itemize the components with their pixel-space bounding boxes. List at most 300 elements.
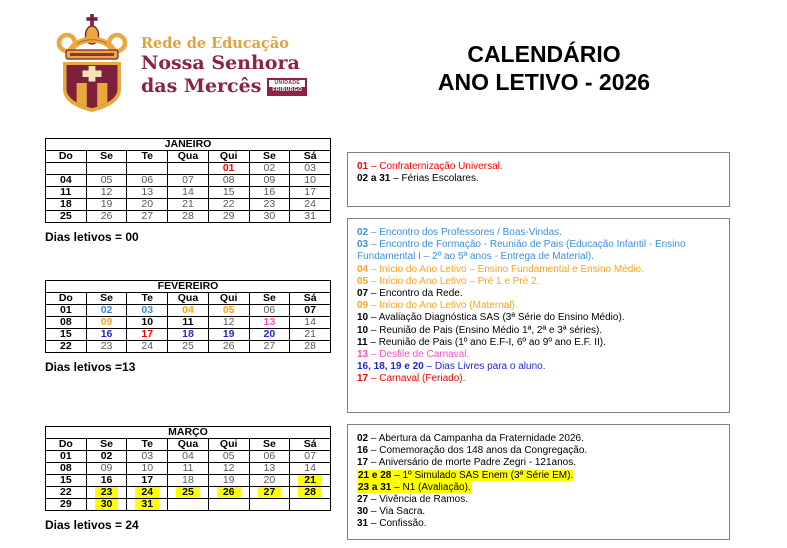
school-logo [53, 13, 307, 113]
day-cell [208, 499, 249, 511]
day-cell [86, 499, 127, 511]
day-header: Se [249, 439, 290, 451]
events-box-marco [347, 424, 730, 540]
event-text: 11 – Reunião de Pais (1º ano E.F-I, 6º ao 9º ano E.F. II). [357, 336, 606, 348]
day-cell [46, 451, 87, 463]
day-number: 29 [60, 498, 72, 510]
day-header: Qua [168, 293, 209, 305]
day-number: 10 [304, 174, 316, 186]
day-number: 20 [263, 474, 276, 486]
day-number: 30 [95, 499, 119, 510]
day-number: 09 [263, 174, 276, 186]
calendar-table-fevereiro [45, 280, 331, 353]
day-cell [208, 163, 249, 175]
day-cell [208, 487, 249, 499]
day-number: 23 [95, 487, 119, 498]
day-cell [290, 317, 331, 329]
day-number: 20 [263, 328, 276, 340]
event-item [357, 227, 720, 239]
day-number: 16 [100, 328, 113, 340]
day-number: 22 [60, 486, 72, 498]
event-day: 11 [357, 336, 368, 348]
day-header: Do [46, 439, 87, 451]
day-cell [249, 187, 290, 199]
day-cell [290, 329, 331, 341]
day-number: 04 [182, 450, 194, 462]
day-number: 27 [258, 487, 282, 498]
day-cell [249, 329, 290, 341]
day-number: 20 [141, 198, 154, 210]
event-item [357, 239, 720, 263]
event-day: 02 [357, 433, 369, 444]
day-cell [208, 199, 249, 211]
day-number: 14 [304, 462, 316, 474]
day-number: 25 [182, 340, 194, 352]
event-day: 05 [357, 275, 369, 287]
dias-letivos-label-marco: Dias letivos = 24 [45, 518, 139, 532]
event-day: 02 [357, 227, 369, 238]
event-item [357, 264, 720, 276]
day-number: 11 [60, 186, 72, 198]
day-number: 30 [263, 210, 276, 222]
day-number: 10 [141, 462, 154, 474]
day-number: 12 [222, 316, 235, 328]
day-header: Se [86, 151, 127, 163]
month-block-marco [45, 426, 331, 532]
day-number: 15 [60, 474, 72, 486]
unit-badge [267, 78, 307, 96]
unit-badge-bottom: FRIBURGO [269, 87, 305, 94]
day-cell [46, 211, 87, 223]
day-number: 06 [263, 450, 276, 462]
day-cell [86, 329, 127, 341]
day-cell [46, 341, 87, 353]
day-number: 28 [304, 340, 316, 352]
day-number: 05 [222, 450, 235, 462]
event-text: 16, 18, 19 e 20 – Dias Livres para o aluno. [357, 361, 546, 373]
day-cell [249, 451, 290, 463]
event-day: 13 [357, 349, 369, 361]
day-number: 01 [60, 450, 72, 462]
day-cell [168, 463, 209, 475]
day-cell [290, 305, 331, 317]
day-cell [249, 305, 290, 317]
event-text: 02 – Encontro dos Professores / Boas-Vindas. [357, 227, 562, 238]
day-cell [86, 175, 127, 187]
day-number: 07 [182, 174, 194, 186]
day-cell [168, 317, 209, 329]
event-day: 31 [357, 518, 369, 530]
event-item [357, 470, 720, 482]
event-item [357, 300, 720, 312]
day-header: Do [46, 293, 87, 305]
dias-letivos-label-janeiro: Dias letivos = 00 [45, 230, 139, 244]
brand-text [141, 35, 307, 98]
day-cell [127, 329, 168, 341]
day-cell [290, 211, 331, 223]
day-cell [168, 487, 209, 499]
day-number: 17 [304, 186, 316, 198]
day-number: 19 [222, 328, 235, 340]
day-cell [86, 211, 127, 223]
day-number: 18 [182, 328, 194, 340]
month-title-janeiro: JANEIRO [46, 139, 331, 151]
event-text: 30 – Via Sacra. [357, 506, 426, 518]
event-day: 03 [357, 239, 369, 251]
day-cell [290, 499, 331, 511]
event-day: 16 [357, 445, 369, 457]
day-cell [127, 499, 168, 511]
event-day: 30 [357, 506, 369, 518]
day-cell [127, 475, 168, 487]
month-block-janeiro [45, 138, 331, 244]
day-cell [86, 199, 127, 211]
day-number: 24 [141, 340, 154, 352]
day-header: Sá [290, 293, 331, 305]
day-header: Se [86, 293, 127, 305]
event-day: 02 a 31 [357, 173, 391, 185]
day-header: Se [86, 439, 127, 451]
day-number: 11 [182, 462, 194, 474]
page-title-line1: CALENDÁRIO [467, 41, 621, 67]
day-number: 02 [100, 304, 113, 316]
day-cell [290, 487, 331, 499]
day-cell [86, 187, 127, 199]
day-number: 18 [182, 474, 194, 486]
day-cell [127, 341, 168, 353]
day-cell [46, 317, 87, 329]
day-cell [249, 475, 290, 487]
day-cell [86, 163, 127, 175]
day-cell [46, 187, 87, 199]
day-number: 15 [222, 186, 235, 198]
day-number: 13 [141, 186, 154, 198]
day-cell [290, 451, 331, 463]
day-cell [86, 463, 127, 475]
day-cell [208, 175, 249, 187]
day-number: 03 [304, 162, 316, 174]
day-number: 22 [60, 340, 72, 352]
event-day: 17 [357, 457, 369, 469]
day-cell [290, 199, 331, 211]
day-number: 21 [304, 328, 316, 340]
event-text: 17 – Carnaval (Feriado). [357, 373, 466, 385]
page-title-line2: ANO LETIVO - 2026 [437, 69, 651, 95]
event-text: 17 – Aniversário de morte Padre Zegri - 121anos. [357, 457, 577, 469]
event-day: 10 [357, 324, 369, 336]
day-number: 01 [60, 304, 72, 316]
day-number: 23 [100, 340, 113, 352]
day-number: 24 [304, 198, 316, 210]
event-item [357, 506, 720, 518]
day-cell [46, 475, 87, 487]
day-cell [86, 305, 127, 317]
day-cell [127, 175, 168, 187]
day-number: 05 [100, 174, 113, 186]
day-header: Te [127, 293, 168, 305]
day-cell [168, 499, 209, 511]
day-number: 04 [60, 174, 72, 186]
day-header: Te [127, 439, 168, 451]
event-item [357, 361, 720, 373]
day-number: 02 [263, 162, 276, 174]
event-item [357, 482, 720, 494]
day-cell [168, 187, 209, 199]
day-cell [208, 305, 249, 317]
day-cell [127, 317, 168, 329]
day-cell [127, 451, 168, 463]
event-text: 16 – Comemoração dos 148 anos da Congregação. [357, 445, 588, 457]
event-item [357, 494, 720, 506]
day-cell [290, 175, 331, 187]
event-item [357, 337, 720, 349]
event-text: 03 – Encontro de Formação - Reunião de Pais (Educação Infantil - Ensino Fundamental I – 2º ao 5ª anos - Entrega de Material). [357, 239, 686, 263]
day-cell [46, 463, 87, 475]
event-day: 16, 18, 19 e 20 [357, 361, 424, 373]
event-day: 23 a 31 [358, 481, 392, 493]
month-title-fevereiro: FEVEREIRO [46, 281, 331, 293]
day-cell [86, 487, 127, 499]
day-number: 08 [222, 174, 235, 186]
day-number: 19 [222, 474, 235, 486]
event-text: 02 a 31 – Férias Escolares. [357, 173, 479, 185]
day-cell [290, 163, 331, 175]
day-cell [168, 341, 209, 353]
event-day: 07 [357, 288, 369, 300]
day-number: 02 [100, 450, 113, 462]
day-cell [168, 175, 209, 187]
day-number: 29 [222, 210, 235, 222]
day-cell [249, 499, 290, 511]
event-text: 13 – Desfile de Carnaval. [357, 349, 470, 361]
day-number: 21 [298, 475, 322, 486]
calendar-table-janeiro [45, 138, 331, 223]
day-cell [249, 211, 290, 223]
event-day: 27 [357, 494, 369, 506]
day-cell [290, 463, 331, 475]
event-text: 01 – Confraternização Universal. [357, 161, 503, 172]
day-number: 26 [222, 340, 235, 352]
event-item [357, 325, 720, 337]
day-cell [249, 341, 290, 353]
day-number: 04 [182, 304, 194, 316]
day-number: 18 [60, 198, 72, 210]
brand-school-name-line1: Nossa Senhora [141, 52, 300, 74]
event-text: 09 – Início do Ano Letivo (Maternal). [357, 300, 518, 312]
page-title [388, 40, 700, 96]
events-box-janeiro [347, 152, 730, 207]
day-number: 08 [60, 462, 72, 474]
day-number: 27 [141, 210, 154, 222]
day-header: Qui [208, 439, 249, 451]
unit-badge-top: UNIDADE [269, 80, 305, 87]
day-cell [290, 187, 331, 199]
day-cell [46, 499, 87, 511]
day-cell [86, 317, 127, 329]
day-cell [46, 329, 87, 341]
day-cell [249, 487, 290, 499]
event-text: 27 – Vivência de Ramos. [357, 494, 468, 506]
event-day: 21 e 28 [358, 469, 392, 481]
events-box-fevereiro [347, 218, 730, 413]
day-header: Se [249, 293, 290, 305]
day-number: 13 [263, 462, 276, 474]
day-cell [208, 451, 249, 463]
day-number: 15 [60, 328, 72, 340]
event-text: 31 – Confissão. [357, 518, 427, 530]
day-cell [127, 187, 168, 199]
day-number: 09 [100, 462, 113, 474]
event-item [357, 288, 720, 300]
calendar-table-marco [45, 426, 331, 511]
day-header: Qua [168, 151, 209, 163]
day-number: 26 [100, 210, 113, 222]
day-cell [290, 475, 331, 487]
day-cell [208, 187, 249, 199]
day-number: 12 [100, 186, 113, 198]
day-cell [127, 163, 168, 175]
day-number: 16 [263, 186, 276, 198]
day-number: 17 [141, 474, 154, 486]
day-number: 07 [304, 304, 316, 316]
event-item [357, 173, 720, 185]
day-cell [208, 211, 249, 223]
event-text: 04 – Início do Ano Letivo – Ensino Fundamental e Ensino Médio. [357, 263, 644, 275]
event-text: 02 – Abertura da Campanha da Fraternidade 2026. [357, 433, 584, 444]
day-cell [46, 163, 87, 175]
day-number: 21 [182, 198, 194, 210]
event-item [357, 349, 720, 361]
day-cell [249, 175, 290, 187]
day-number: 27 [263, 340, 276, 352]
day-cell [168, 211, 209, 223]
day-header: Te [127, 151, 168, 163]
day-cell [249, 317, 290, 329]
day-number: 28 [182, 210, 194, 222]
day-cell [168, 199, 209, 211]
event-day: 04 [357, 263, 369, 275]
day-cell [86, 475, 127, 487]
day-number: 24 [135, 487, 159, 498]
day-cell [86, 341, 127, 353]
day-cell [208, 317, 249, 329]
month-title-marco: MARÇO [46, 427, 331, 439]
day-cell [249, 163, 290, 175]
event-item [357, 276, 720, 288]
day-number: 14 [304, 316, 316, 328]
day-header: Do [46, 151, 87, 163]
day-cell [127, 199, 168, 211]
day-cell [168, 329, 209, 341]
event-item [357, 457, 720, 469]
day-number: 19 [100, 198, 113, 210]
day-cell [127, 211, 168, 223]
day-header: Se [249, 151, 290, 163]
day-header: Qui [208, 293, 249, 305]
day-cell [127, 305, 168, 317]
day-header: Sá [290, 439, 331, 451]
day-number: 13 [263, 316, 276, 328]
event-day: 09 [357, 300, 369, 312]
day-number: 09 [100, 316, 113, 328]
day-number: 23 [263, 198, 276, 210]
event-item [357, 445, 720, 457]
day-number: 22 [222, 198, 235, 210]
brand-network-name: Rede de Educação [141, 35, 289, 52]
day-number: 12 [222, 462, 235, 474]
day-number: 31 [304, 210, 316, 222]
event-text: 10 – Avaliação Diagnóstica SAS (3ª Série do Ensino Médio). [357, 312, 625, 324]
day-cell [46, 487, 87, 499]
event-day: 17 [357, 373, 369, 385]
day-cell [168, 163, 209, 175]
month-block-fevereiro [45, 280, 331, 374]
event-text: 05 – Início do Ano Letivo – Pré 1 e Pré 2. [357, 275, 540, 287]
event-item [357, 433, 720, 445]
day-cell [249, 463, 290, 475]
event-item [357, 312, 720, 324]
day-cell [290, 341, 331, 353]
school-crest-icon [53, 13, 131, 113]
day-cell [86, 451, 127, 463]
day-cell [127, 463, 168, 475]
day-number: 10 [141, 316, 154, 328]
day-number: 01 [222, 162, 235, 174]
day-cell [208, 341, 249, 353]
day-cell [249, 199, 290, 211]
day-cell [46, 175, 87, 187]
day-cell [208, 329, 249, 341]
day-header: Qui [208, 151, 249, 163]
event-day: 10 [357, 312, 369, 324]
day-number: 31 [135, 499, 159, 510]
event-item [357, 373, 720, 385]
day-cell [168, 475, 209, 487]
day-header: Sá [290, 151, 331, 163]
day-number: 06 [141, 174, 154, 186]
day-cell [208, 475, 249, 487]
day-cell [208, 463, 249, 475]
day-number: 08 [60, 316, 72, 328]
day-cell [168, 451, 209, 463]
day-cell [46, 305, 87, 317]
day-number: 14 [182, 186, 194, 198]
day-number: 26 [217, 487, 241, 498]
day-number: 28 [298, 487, 322, 498]
event-text: 23 a 31 – N1 (Avaliação). [358, 481, 471, 493]
event-day: 01 [357, 161, 369, 172]
event-text: 07 – Encontro da Rede. [357, 288, 463, 300]
dias-letivos-label-fevereiro: Dias letivos =13 [45, 360, 136, 374]
day-number: 03 [141, 450, 154, 462]
day-cell [127, 487, 168, 499]
event-item [357, 161, 720, 173]
day-number: 06 [263, 304, 276, 316]
event-text: 10 – Reunião de Pais (Ensino Médio 1ª, 2ª e 3ª séries). [357, 324, 603, 336]
day-number: 16 [100, 474, 113, 486]
day-header: Qua [168, 439, 209, 451]
day-cell [46, 199, 87, 211]
day-cell [168, 305, 209, 317]
day-number: 11 [182, 316, 194, 328]
day-number: 03 [141, 304, 154, 316]
event-item [357, 518, 720, 530]
day-number: 25 [176, 487, 200, 498]
brand-school-name-line2: das Mercês [141, 75, 262, 97]
event-text: 21 e 28 – 1º Simulado SAS Enem (3ª Série EM). [358, 469, 574, 481]
day-number: 17 [141, 328, 154, 340]
day-number: 07 [304, 450, 316, 462]
